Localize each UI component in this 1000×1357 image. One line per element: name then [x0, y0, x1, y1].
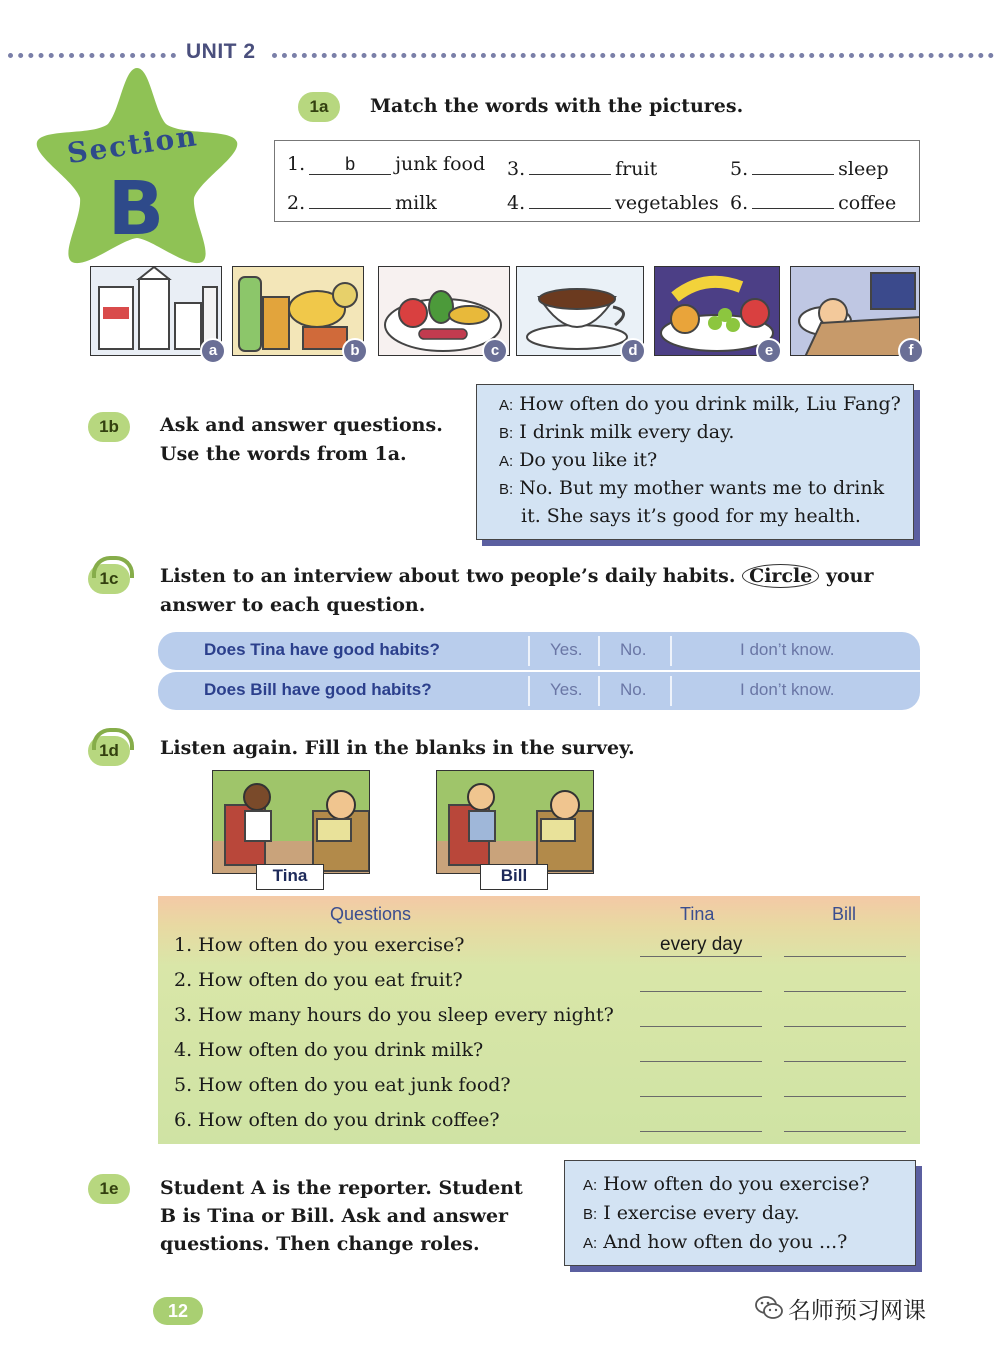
dialog-1b-line-4: B: No. But my mother wants me to drink: [499, 477, 885, 499]
match-item-3: 3. fruit: [507, 153, 657, 180]
match-item-1: 1. b junk food: [287, 153, 486, 175]
match-blank-3[interactable]: [529, 153, 611, 175]
survey-question-1: 1. How often do you exercise?: [174, 934, 465, 956]
survey-header-bill: Bill: [832, 904, 857, 924]
name-tag-tina: Tina: [256, 864, 324, 890]
match-row-1: [275, 147, 919, 183]
survey-answer-tina-1[interactable]: every day: [660, 934, 743, 955]
instruction-1b-line2: Use the words from 1a.: [160, 443, 407, 465]
section-word: Section: [65, 119, 201, 171]
match-blank-6[interactable]: [752, 187, 834, 209]
option-dont-know[interactable]: I don’t know.: [740, 680, 835, 699]
match-item-2: 2. milk: [287, 187, 437, 214]
header-dots-left: [8, 53, 176, 58]
habits-row-bill: [158, 672, 920, 710]
dialog-1e-line-3: A: And how often do you ...?: [583, 1231, 848, 1253]
picture-letter-b: b: [342, 338, 368, 364]
picture-letter-a: a: [200, 338, 226, 364]
survey-blank-tina-3[interactable]: [640, 1026, 762, 1027]
matching-box: [274, 140, 920, 222]
picture-letter-f: f: [898, 338, 924, 364]
survey-question-4: 4. How often do you drink milk?: [174, 1039, 484, 1061]
match-item-6: 6. coffee: [730, 187, 896, 214]
dialog-1e-line-1: A: How often do you exercise?: [583, 1173, 870, 1195]
picture-letter-c: c: [482, 338, 508, 364]
dialog-box-1e: [564, 1160, 916, 1266]
dialog-1b-line-2: B: I drink milk every day.: [499, 421, 735, 443]
option-yes[interactable]: Yes.: [550, 680, 583, 699]
instruction-1e-line2: B is Tina or Bill. Ask and answer: [160, 1205, 509, 1227]
match-item-4: 4. vegetables: [507, 187, 719, 214]
option-dont-know[interactable]: I don’t know.: [740, 640, 835, 659]
option-no[interactable]: No.: [620, 640, 647, 659]
survey-question-6: 6. How often do you drink coffee?: [174, 1109, 500, 1131]
tina-picture: [212, 770, 370, 874]
circle-word: Circle: [742, 564, 819, 588]
unit-title: UNIT 2: [186, 40, 256, 63]
survey-blank-bill-5[interactable]: [784, 1096, 906, 1097]
watermark-text: 名师预习网课: [788, 1298, 926, 1324]
name-tag-bill: Bill: [480, 864, 548, 890]
dialog-box-1b: [476, 384, 914, 540]
survey-header-questions: Questions: [330, 904, 412, 924]
survey-blank-bill-4[interactable]: [784, 1061, 906, 1062]
page-number: 12: [153, 1297, 203, 1325]
wechat-icon: [754, 1294, 784, 1322]
picture-letter-d: d: [620, 338, 646, 364]
bill-picture: [436, 770, 594, 874]
option-yes[interactable]: Yes.: [550, 640, 583, 659]
badge-1a: 1a: [298, 92, 340, 122]
dialog-1b-line-3: A: Do you like it?: [499, 449, 658, 471]
survey-table: [158, 896, 920, 1144]
match-blank-2[interactable]: [309, 187, 391, 209]
survey-blank-bill-2[interactable]: [784, 991, 906, 992]
match-row-2: [275, 181, 919, 217]
habits-table: [158, 632, 920, 712]
badge-1e: 1e: [88, 1174, 130, 1204]
survey-blank-tina-4[interactable]: [640, 1061, 762, 1062]
survey-blank-tina-1[interactable]: [640, 956, 762, 957]
survey-blank-bill-3[interactable]: [784, 1026, 906, 1027]
header-dots-right: [272, 53, 994, 58]
habits-question: Does Bill have good habits?: [204, 680, 432, 699]
instruction-1e-line3: questions. Then change roles.: [160, 1233, 480, 1255]
survey-header-tina: Tina: [680, 904, 715, 924]
instruction-1c-line2: answer to each question.: [160, 594, 426, 616]
match-blank-5[interactable]: [752, 153, 834, 175]
section-star-badge: [32, 62, 242, 267]
picture-letter-e: e: [756, 338, 782, 364]
badge-1c: 1c: [88, 564, 130, 594]
survey-blank-tina-2[interactable]: [640, 991, 762, 992]
badge-1b: 1b: [88, 412, 130, 442]
option-no[interactable]: No.: [620, 680, 647, 699]
survey-blank-bill-1[interactable]: [784, 956, 906, 957]
habits-question: Does Tina have good habits?: [204, 640, 440, 659]
badge-1d: 1d: [88, 736, 130, 766]
survey-question-5: 5. How often do you eat junk food?: [174, 1074, 511, 1096]
instruction-1d: Listen again. Fill in the blanks in the survey.: [160, 737, 635, 759]
match-blank-1[interactable]: b: [309, 153, 391, 175]
section-letter: B: [107, 166, 165, 252]
survey-blank-bill-6[interactable]: [784, 1131, 906, 1132]
match-blank-4[interactable]: [529, 187, 611, 209]
instruction-1b-line1: Ask and answer questions.: [160, 414, 443, 436]
habits-row-tina: [158, 632, 920, 670]
survey-question-2: 2. How often do you eat fruit?: [174, 969, 463, 991]
instruction-1e-line1: Student A is the reporter. Student: [160, 1177, 523, 1199]
survey-blank-tina-5[interactable]: [640, 1096, 762, 1097]
survey-question-3: 3. How many hours do you sleep every night?: [174, 1004, 614, 1026]
instruction-1a: Match the words with the pictures.: [370, 95, 744, 117]
survey-blank-tina-6[interactable]: [640, 1131, 762, 1132]
dialog-1e-line-2: B: I exercise every day.: [583, 1202, 800, 1224]
dialog-1b-line-5: it. She says it’s good for my health.: [521, 505, 861, 527]
match-item-5: 5. sleep: [730, 153, 889, 180]
instruction-1c-line1: Listen to an interview about two people’s daily habits. Circle your: [160, 565, 874, 587]
dialog-1b-line-1: A: How often do you drink milk, Liu Fang?: [499, 393, 901, 415]
